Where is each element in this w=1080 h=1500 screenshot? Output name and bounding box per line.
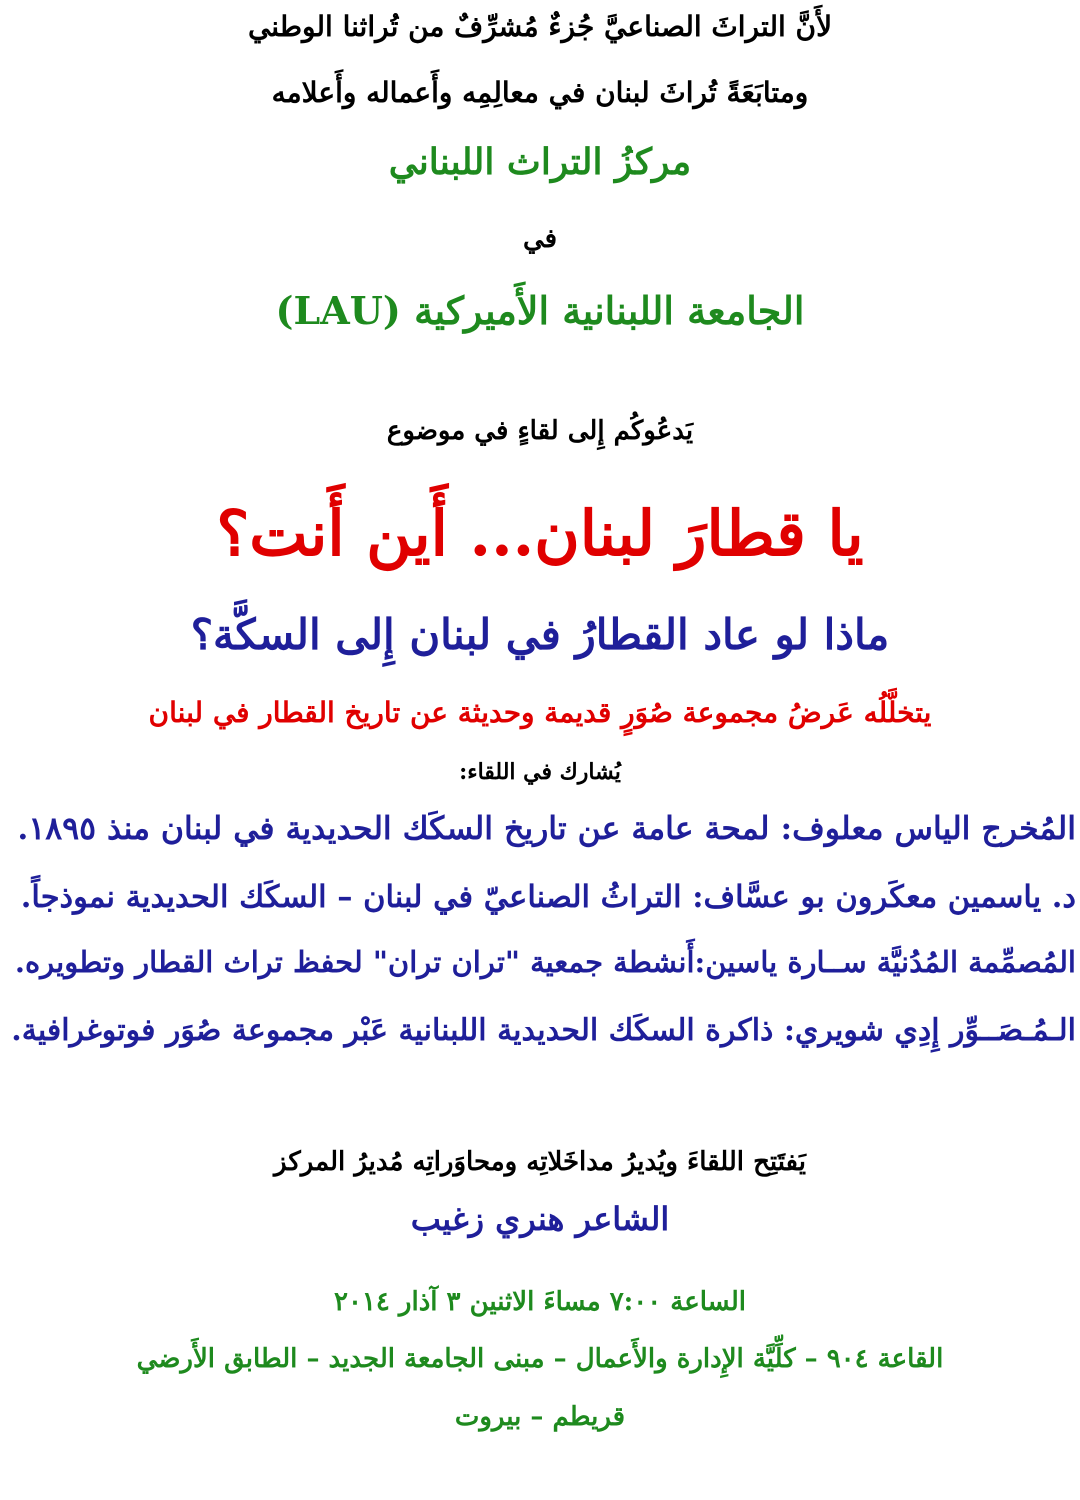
moderator-intro: يَفتَتِح اللقاءَ ويُديرُ مداخَلاتِه ومحاوَراتِه مُديرُ المركز: [274, 1147, 806, 1177]
event-venue: القاعة ٩٠٤ – كلِّيَّة الإِدارة والأَعمال – مبنى الجامعة الجديد – الطابق الأَرضي: [136, 1344, 944, 1374]
intro-line-2: ومتابَعَةً تُراثَ لبنان في معالِمِه وأَعماله وأَعلامه: [271, 76, 809, 109]
event-time: الساعة ٧:٠٠ مساءَ الاثنين ٣ آذار ٢٠١٤: [334, 1287, 746, 1317]
host-university-name: الجامعة اللبنانية الأَميركية (LAU): [275, 288, 805, 333]
participants-heading: يُشارك في اللقاء:: [459, 759, 621, 785]
speaker-line-1: المُخرج الياس معلوف: لمحة عامة عن تاريخ السكَك الحديدية في لبنان منذ ١٨٩٥.: [17, 810, 1076, 847]
event-title: يا قطارَ لبنان... أَين أَنت؟: [216, 497, 864, 570]
speaker-line-3: المُصمِّمة المُدُنيَّة ســارة ياسين:أَنشطة جمعية "تران تران" لحفظ تراث القطار وتطويره.: [14, 945, 1076, 979]
slideshow-note: يتخلَّلُه عَرضُ مجموعة صُوَرٍ قديمة وحديثة عن تاريخ القطار في لبنان: [148, 696, 932, 729]
invitation-line: يَدعُوكُم إِلى لقاءٍ في موضوع: [386, 416, 694, 446]
host-center-name: مركزُ التراث اللبناني: [388, 141, 692, 183]
event-location: قريطم – بيروت: [454, 1402, 626, 1432]
speaker-line-2: د. ياسمين معكَرون بو عسَّاف: التراثُ الصناعيّ في لبنان – السكَك الحديدية نموذجاً.: [20, 879, 1076, 915]
event-subtitle: ماذا لو عاد القطارُ في لبنان إِلى السكَّة؟: [190, 610, 890, 659]
intro-line-1: لأَنَّ التراثَ الصناعيَّ جُزءٌ مُشرِّفٌ من تُراثنا الوطني: [247, 10, 833, 43]
speaker-line-4: الـمُـصَــوِّر إِدِي شويري: ذاكرة السكَك الحديدية اللبنانية عَبْر مجموعة صُوَر فوتوغرافية.: [11, 1013, 1076, 1048]
host-in-word: في: [522, 224, 558, 254]
moderator-name: الشاعر هنري زغيب: [410, 1200, 670, 1238]
